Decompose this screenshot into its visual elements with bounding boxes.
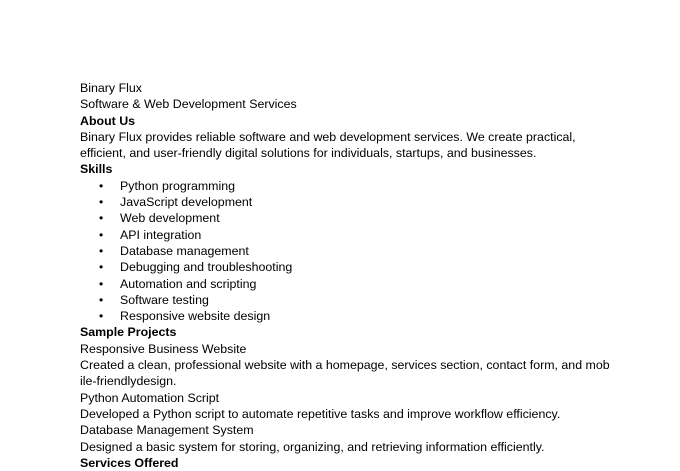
- skill-label: API integration: [120, 227, 202, 242]
- skill-label: Responsive website design: [120, 309, 271, 324]
- skill-item: [80, 227, 640, 243]
- project-title: Responsive Business Website: [80, 341, 247, 356]
- company-tagline: Software & Web Development Services: [80, 97, 297, 112]
- skill-label: Python programming: [120, 178, 236, 193]
- project-description-line-1: Designed a basic system for storing, organizing, and retrieving information efficiently.: [80, 439, 545, 454]
- bullet-icon: •: [99, 276, 104, 291]
- bullet-icon: •: [99, 309, 104, 324]
- bullet-icon: •: [99, 195, 104, 210]
- about-text-line-1: Binary Flux provides reliable software and web development services. We create practical,: [80, 129, 576, 144]
- about-text-line-2: efficient, and user-friendly digital solutions for individuals, startups, and businesses.: [80, 146, 537, 161]
- bullet-icon: •: [99, 243, 104, 258]
- skills-heading: Skills: [80, 162, 113, 177]
- bullet-icon: •: [99, 260, 104, 275]
- project-description-line-2: ile-friendlydesign.: [80, 374, 177, 389]
- document-page: [80, 80, 640, 470]
- services-heading-partial: Services Offered: [80, 455, 179, 470]
- bullet-icon: •: [99, 178, 104, 193]
- skill-item: [80, 308, 640, 324]
- skill-item: [80, 259, 640, 275]
- skill-label: Database management: [120, 243, 249, 258]
- company-name: Binary Flux: [80, 81, 142, 95]
- skill-item: [80, 178, 640, 194]
- skills-list: [80, 178, 640, 325]
- skill-item: [80, 292, 640, 308]
- skill-label: Automation and scripting: [120, 276, 257, 291]
- skill-item: [80, 243, 640, 259]
- bullet-icon: •: [99, 211, 104, 226]
- skill-label: Debugging and troubleshooting: [120, 260, 293, 275]
- project-description-line-1: Created a clean, professional website with a homepage, services section, contact form, and mob: [80, 358, 610, 373]
- skill-item: [80, 210, 640, 226]
- skill-label: JavaScript development: [120, 195, 253, 210]
- bullet-icon: •: [99, 227, 104, 242]
- project-title: Python Automation Script: [80, 390, 220, 405]
- skill-item: [80, 276, 640, 292]
- projects-heading: Sample Projects: [80, 325, 177, 340]
- skill-label: Software testing: [120, 292, 209, 307]
- bullet-icon: •: [99, 292, 104, 307]
- about-heading: About Us: [80, 113, 136, 128]
- project-title: Database Management System: [80, 423, 254, 438]
- skill-item: [80, 194, 640, 210]
- skill-label: Web development: [120, 211, 220, 226]
- project-description-line-1: Developed a Python script to automate repetitive tasks and improve workflow efficiency.: [80, 406, 561, 421]
